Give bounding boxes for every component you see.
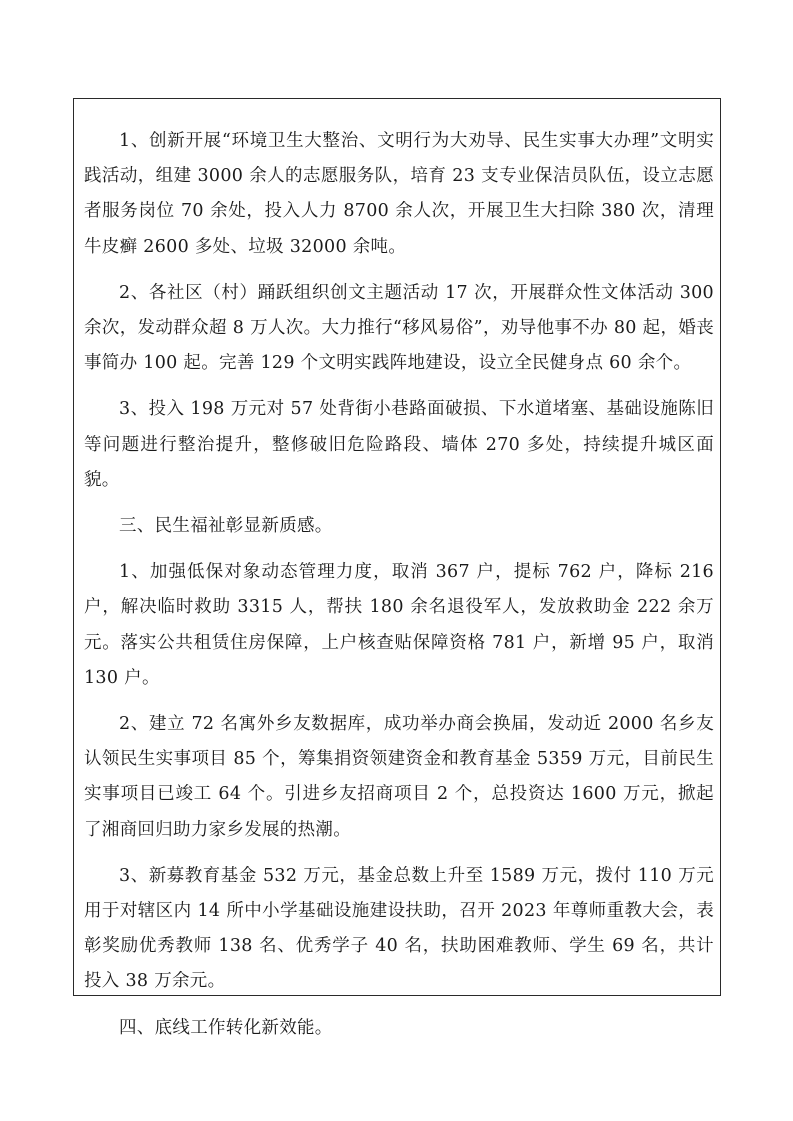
paragraph-education-fund: 3、新募教育基金 532 万元，基金总数上升至 1589 万元，拨付 110 万元用于对辖区内 14 所中小学基础设施建设扶助，召开 2023 年尊师重教大会，表彰奖励优秀教师 138 名、优秀学子 40 名，扶助困难教师、学生 69 名，共计投入 38 万余元。 (84, 865, 714, 992)
section-heading-bottom-line: 四、底线工作转化新效能。 (119, 1017, 333, 1038)
document-body (84, 124, 714, 1046)
paragraph-community-activities: 2、各社区（村）踊跃组织创文主题活动 17 次，开展群众性文体活动 300 余次，发动群众超 8 万人次。大力推行“移风易俗”，劝导他事不办 80 起，婚丧事简办 100 起。完善 129 个文明实践阵地建设，设立全民健身点 60 余个。 (84, 282, 714, 374)
paragraph-sanitation-campaign: 1、创新开展“环境卫生大整治、文明行为大劝导、民生实事大办理”文明实践活动，组建 3000 余人的志愿服务队，培育 23 支专业保洁员队伍，设立志愿者服务岗位 70 余处，投入人力 8700 余人次，开展卫生大扫除 380 次，清理牛皮癣 2600 多处、垃圾 32000 余吨。 (84, 131, 714, 257)
paragraph-social-assistance: 1、加强低保对象动态管理力度，取消 367 户，提标 762 户，降标 216 户，解决临时救助 3315 人，帮扶 180 余名退役军人，发放救助金 222 余万元。落实公共租赁住房保障，上户核查贴保障资格 781 户，新增 95 户，取消 130 户。 (84, 562, 714, 688)
paragraph-street-renovation: 3、投入 198 万元对 57 处背街小巷路面破损、下水道堵塞、基础设施陈旧等问题进行整治提升，整修破旧危险路段、墙体 270 多处，持续提升城区面貌。 (84, 399, 714, 490)
section-heading-livelihood: 三、民生福祉彰显新质感。 (119, 516, 333, 537)
paragraph-hometown-friends: 2、建立 72 名寓外乡友数据库，成功举办商会换届，发动近 2000 名乡友认领民生实事项目 85 个，筹集捐资领建资金和教育基金 5359 万元，目前民生实事项目已竣工 64 个。引进乡友招商项目 2 个，总投资达 1600 万元，掀起了湘商回归助力家乡发展的热潮。 (84, 714, 714, 840)
